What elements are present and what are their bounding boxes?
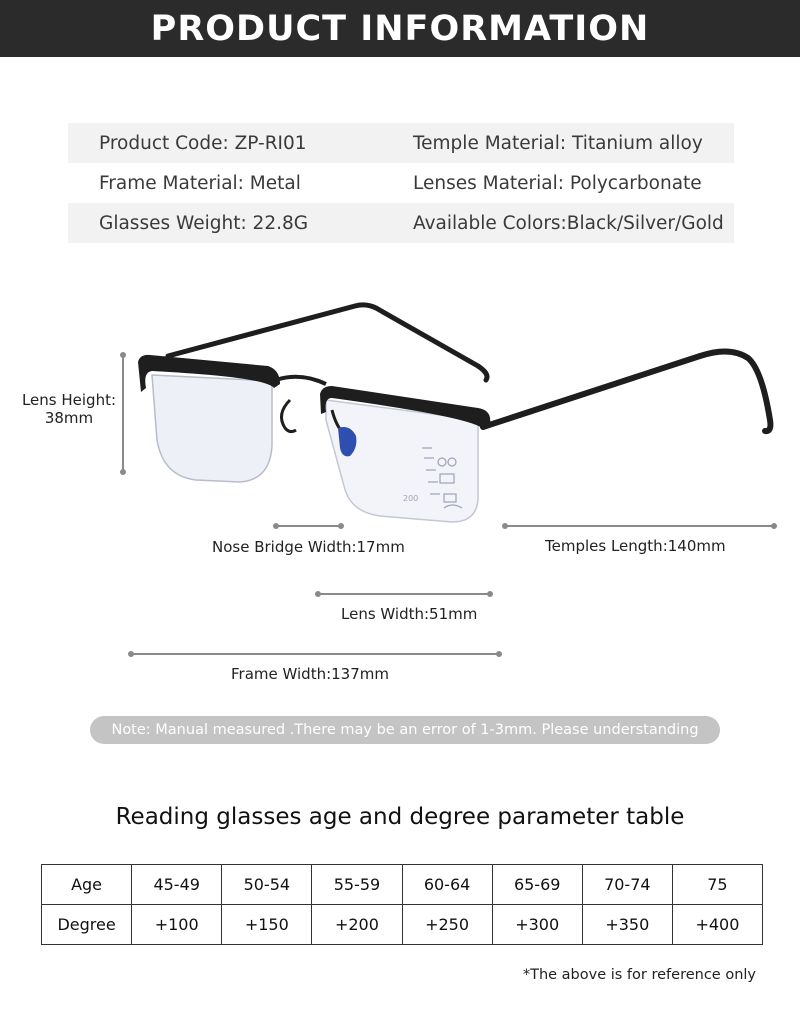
lens-scale-label: 200 [403,494,419,503]
age-cell: 45-49 [132,865,222,905]
frame-width-label: Frame Width:137mm [231,665,389,683]
temples-length-line [502,523,777,529]
frame-material: Frame Material: Metal [99,172,301,194]
lens-height-line [120,352,126,475]
page-title: PRODUCT INFORMATION [150,8,650,49]
age-header: Age [42,865,132,905]
left-pad-arm [281,400,296,432]
temples-length-label: Temples Length:140mm [545,537,726,555]
nose-bridge-line [273,523,344,529]
available-colors: Available Colors:Black/Silver/Gold [413,212,724,234]
table-row-age [42,865,763,905]
parameter-table [41,864,763,945]
lenses-material: Lenses Material: Polycarbonate [413,172,702,194]
degree-cell: +150 [222,905,312,945]
degree-cell: +250 [402,905,492,945]
lens-width-label: Lens Width:51mm [341,605,478,623]
age-cell: 75 [672,865,762,905]
degree-cell: +400 [672,905,762,945]
degree-cell: +300 [492,905,582,945]
near-temple-arm [483,351,770,431]
nose-bridge-width-label: Nose Bridge Width:17mm [212,538,405,556]
degree-cell: +350 [582,905,672,945]
temple-material: Temple Material: Titanium alloy [413,132,703,154]
lens-height-title: Lens Height: [21,391,117,409]
glasses-weight: Glasses Weight: 22.8G [99,212,309,234]
degree-header: Degree [42,905,132,945]
table-title: Reading glasses age and degree parameter table [115,804,685,830]
lens-height-label [20,391,118,427]
frame-width-line [128,651,502,657]
measurement-note: Note: Manual measured .There may be an error of 1-3mm. Please understanding [90,716,720,744]
age-cell: 70-74 [582,865,672,905]
footnote: *The above is for reference only [522,967,756,983]
lens-width-line [315,591,493,597]
table-row-degree [42,905,763,945]
product-code: Product Code: ZP-RI01 [99,132,307,154]
age-cell: 65-69 [492,865,582,905]
age-cell: 55-59 [312,865,402,905]
degree-cell: +200 [312,905,402,945]
bridge [276,377,326,384]
age-cell: 50-54 [222,865,312,905]
age-cell: 60-64 [402,865,492,905]
left-lens [152,375,272,482]
lens-height-value: 38mm [44,409,94,427]
degree-cell: +100 [132,905,222,945]
